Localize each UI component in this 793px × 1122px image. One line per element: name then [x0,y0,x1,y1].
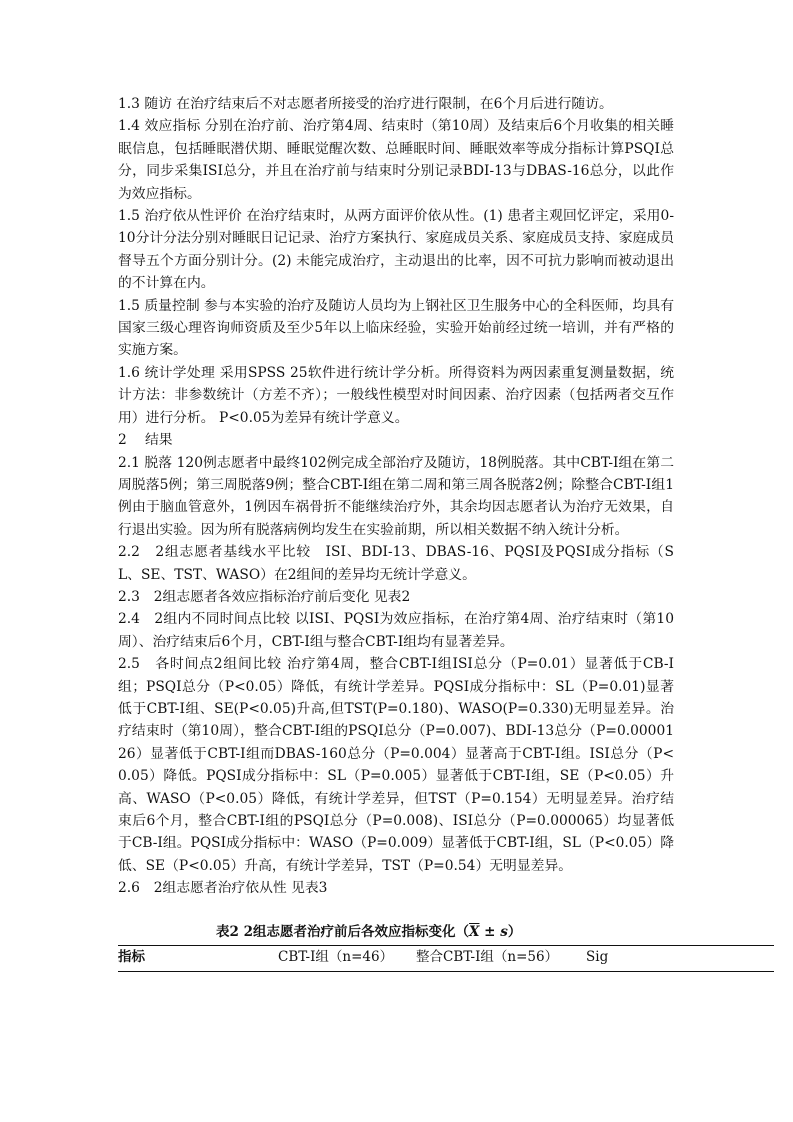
paragraph-followup: 1.3 随访 在治疗结束后不对志愿者所接受的治疗进行限制，在6个月后进行随访。 [118,96,613,112]
paragraph-outcome-measures: 1.4 效应指标 分别在治疗前、治疗第4周、结束时（第10周）及结束后6个月收集的相关睡眠信息，包括睡眠潜伏期、睡眠觉醒次数、总睡眠时间、睡眠效率等成分指标计算PSQI总分，同步采集ISI总分，并且在治疗前与结束时分别记录BDI-13与DBAS-16总分，以此作为效应指标。 [118,118,674,202]
header-integrated-cbti-group: 整合CBT-I组（n=56） [416,945,586,971]
sd-symbol: s [500,923,508,940]
paragraph-compliance: 1.5 治疗依从性评价 在治疗结束时，从两方面评价依从性。(1) 患者主观回忆评定，采用0-10分计分法分别对睡眠日记记录、治疗方案执行、家庭成员关系、家庭成员支持、家庭成员督导五个方面分别计分。(2) 未能完成治疗，主动退出的比率，因不可抗力影响而被动退出的不计算在内。 [118,208,674,292]
paragraph-within-group: 2.4 2组内不同时间点比较 以ISI、PQSI为效应指标，在治疗第4周、治疗结束时（第10周）、治疗结束后6个月，CBT-I组与整合CBT-I组均有显著差异。 [118,611,674,650]
header-indicator: 指标 [118,945,278,971]
paragraph-quality-control: 1.5 质量控制 参与本实验的治疗及随访人员均为上钢社区卫生服务中心的全科医师，均具有国家三级心理咨询师资质及至少5年以上临床经验，实验开始前经过统一培训，并有严格的实施方案。 [118,297,674,359]
paragraph-statistics: 1.6 统计学处理 采用SPSS 25软件进行统计学分析。所得资料为两因素重复测量数据，统计方法：非参数统计（方差不齐）；一般线性模型对时间因素、治疗因素（包括两者交互作用）进行分析。 P<0.05为差异有统计学意义。 [118,364,674,426]
document-page [118,93,674,972]
mean-symbol: $\overline{X}$ [469,923,480,940]
plus-minus: ± [479,923,501,940]
caption-suffix: ） [507,923,522,940]
caption-prefix: 表2 2组志愿者治疗前后各效应指标变化（ [216,923,469,940]
table-header-row [118,945,774,971]
results-table [118,945,774,972]
paragraph-adherence: 2.6 2组志愿者治疗依从性 见表3 [118,880,328,897]
paragraph-baseline: 2.2 2组志愿者基线水平比较 ISI、BDI-13、DBAS-16、PQSI及PQSI成分指标（SL、SE、TST、WASO）在2组间的差异均无统计学意义。 [118,544,674,583]
paragraph-changes: 2.3 2组志愿者各效应指标治疗前后变化 见表2 [118,588,411,605]
paragraph-between-group: 2.5 各时间点2组间比较 治疗第4周，整合CBT-I组ISI总分（P=0.01）显著低于CB-I组；PSQI总分（P<0.05）降低，有统计学差异。PQSI成分指标中：SL（P=0.01)显著低于CBT-I组、SE(P<0.05)升高,但TST(P=0.180)、WASO(P=0.330)无明显差异。治疗结束时（第10周），整合CBT-I组的PSQI总分（P=0.007)、BDI-13总分（P=0.0000126）显著低于CBT-I组而DBAS-160总分（P=0.004）显著高于CBT-I组。ISI总分（P<0.05）降低。PQSI成分指标中：SL（P=0.005）显著低于CBT-I组，SE（P<0.05）升高、WASO（P<0.05）降低，有统计学差异，但TST（P=0.154）无明显差异。治疗结束后6个月，整合CBT-I组的PSQI总分（P=0.008)、ISI总分（P=0.000065）均显著低于CB-I组。PQSI成分指标中：WASO（P=0.009）显著低于CBT-I组，SL（P<0.05）降低、SE（P<0.05）升高，有统计学差异，TST（P=0.54）无明显差异。 [118,656,674,874]
header-sig: Sig [586,945,774,971]
header-cbti-group: CBT-I组（n=46） [278,945,416,971]
section-heading-results: 2 结果 [118,432,173,449]
paragraph-dropout: 2.1 脱落 120例志愿者中最终102例完成全部治疗及随访，18例脱落。其中CBT-I组在第二周脱落5例；第三周脱落9例；整合CBT-I组在第二周和第三周各脱落2例；除整合CBT-I组1例由于脑血管意外，1例因车祸骨折不能继续治疗外，其余均因志愿者认为治疗无效果，自行退出实验。因为所有脱落病例均发生在实验前期，所以相关数据不纳入统计分析。 [118,454,674,538]
table-caption [118,921,674,943]
